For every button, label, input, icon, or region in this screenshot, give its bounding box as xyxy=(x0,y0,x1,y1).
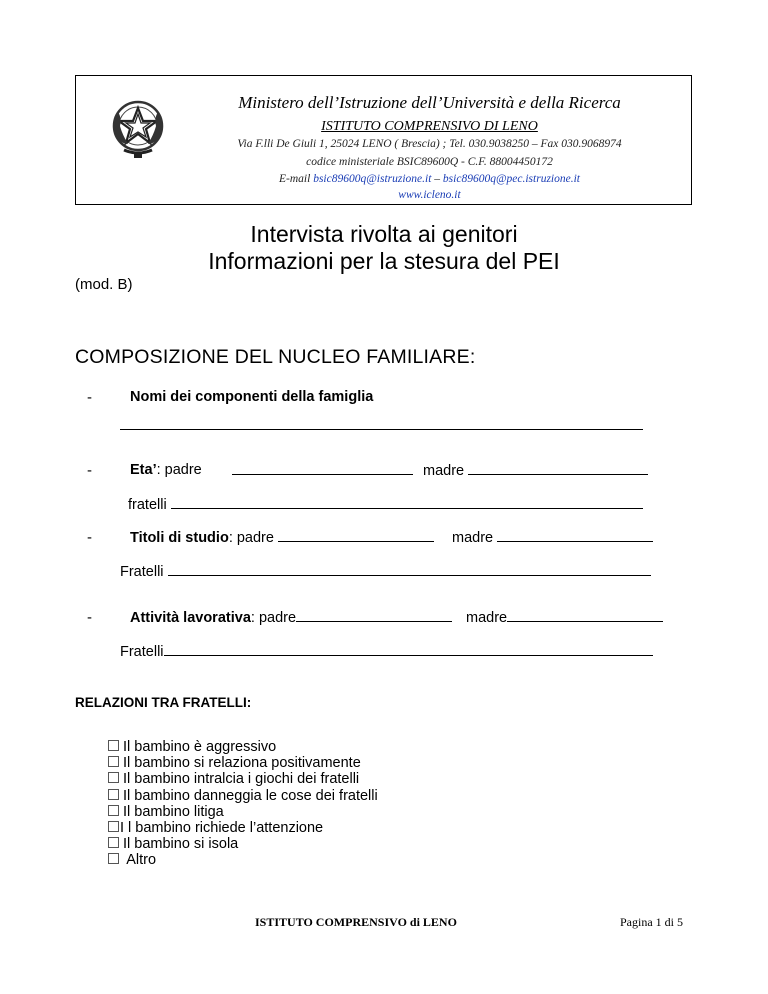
school-address: Via F.lli De Giuli 1, 25024 LENO ( Brescia) ; Tel. 030.9038250 – Fax 030.9068974 xyxy=(237,138,622,150)
bullet-dash: - xyxy=(87,609,92,626)
option-label: Il bambino si isola xyxy=(123,836,239,853)
option-label: Il bambino si relaziona positivamente xyxy=(123,755,361,772)
eta-madre-input-line[interactable] xyxy=(468,462,648,475)
titoli-padre-input-line[interactable] xyxy=(278,529,434,542)
nomi-row xyxy=(130,389,373,405)
list-item[interactable] xyxy=(108,739,378,755)
letterhead-box xyxy=(75,75,692,205)
nomi-field[interactable] xyxy=(120,417,643,434)
option-label: Il bambino è aggressivo xyxy=(123,739,277,755)
option-label: Altro xyxy=(123,852,157,869)
checkbox[interactable] xyxy=(108,837,119,848)
fratelli-label: Fratelli xyxy=(120,564,164,580)
eta-fratelli-row xyxy=(128,496,643,513)
email-label: E-mail xyxy=(279,173,314,185)
ministry-name: Ministero dell’Istruzione dell’Università e della Ricerca xyxy=(238,93,621,112)
attivita-fratelli-input-line[interactable] xyxy=(164,643,653,656)
attivita-madre-row xyxy=(466,609,663,626)
checkbox[interactable] xyxy=(108,772,119,783)
eta-padre-field[interactable] xyxy=(232,462,413,479)
checkbox[interactable] xyxy=(108,805,119,816)
madre-label: madre xyxy=(466,610,508,626)
checkbox[interactable] xyxy=(108,740,119,751)
italian-republic-emblem-icon xyxy=(108,94,168,162)
eta-label: Eta’ xyxy=(130,462,157,478)
bullet-dash: - xyxy=(87,462,92,479)
relations-title: RELAZIONI TRA FRATELLI: xyxy=(75,695,252,710)
eta-padre-input-line[interactable] xyxy=(232,462,413,475)
titoli-row xyxy=(130,529,434,546)
school-code: codice ministeriale BSIC89600Q - C.F. 88004450172 xyxy=(306,156,553,168)
school-email-line xyxy=(176,173,683,185)
bullet-dash: - xyxy=(87,529,92,546)
padre-label: : padre xyxy=(228,530,274,546)
footer-school-name: ISTITUTO COMPRENSIVO di LENO xyxy=(255,915,457,929)
fratelli-label: Fratelli xyxy=(120,644,164,660)
eta-row xyxy=(130,462,202,478)
eta-madre-row xyxy=(423,462,648,479)
madre-label: madre xyxy=(423,463,465,479)
eta-fratelli-input-line[interactable] xyxy=(171,496,643,509)
option-label: Il bambino danneggia le cose dei fratelli xyxy=(123,787,378,804)
titoli-fratelli-input-line[interactable] xyxy=(168,563,651,576)
nomi-input-line[interactable] xyxy=(120,417,643,430)
list-item[interactable] xyxy=(108,788,378,804)
checkbox[interactable] xyxy=(108,789,119,800)
option-label: I l bambino richiede l’attenzione xyxy=(120,820,324,837)
option-label: Il bambino litiga xyxy=(123,803,224,820)
section-title: COMPOSIZIONE DEL NUCLEO FAMILIARE: xyxy=(75,346,476,368)
email-link-1[interactable]: bsic89600q@istruzione.it xyxy=(313,173,432,185)
list-item[interactable] xyxy=(108,836,378,852)
padre-label: : padre xyxy=(156,462,202,478)
list-item[interactable] xyxy=(108,804,378,820)
attivita-fratelli-row xyxy=(120,643,653,660)
checkbox[interactable] xyxy=(108,853,119,864)
madre-label: madre xyxy=(452,530,494,546)
document-title-line1: Intervista rivolta ai genitori xyxy=(250,221,518,247)
relations-checklist xyxy=(108,739,378,869)
titoli-label: Titoli di studio xyxy=(130,530,229,546)
list-item[interactable] xyxy=(108,852,378,868)
titoli-madre-row xyxy=(452,529,653,546)
bullet-dash: - xyxy=(87,389,92,406)
email-separator: – xyxy=(431,173,443,185)
list-item[interactable] xyxy=(108,771,378,787)
page-number: Pagina 1 di 5 xyxy=(620,915,683,929)
attivita-madre-input-line[interactable] xyxy=(507,609,663,622)
padre-label: : padre xyxy=(250,610,297,626)
option-label: Il bambino intralcia i giochi dei fratelli xyxy=(123,771,360,788)
list-item[interactable] xyxy=(108,755,378,771)
email-link-2[interactable]: bsic89600q@pec.istruzione.it xyxy=(442,173,580,185)
checkbox[interactable] xyxy=(108,756,119,767)
school-name: ISTITUTO COMPRENSIVO DI LENO xyxy=(321,119,538,134)
list-item[interactable] xyxy=(108,820,378,836)
document-title-line2: Informazioni per la stesura del PEI xyxy=(208,248,560,274)
attivita-row xyxy=(130,609,452,626)
website-link[interactable]: www.icleno.it xyxy=(398,189,461,201)
titoli-madre-input-line[interactable] xyxy=(497,529,653,542)
fratelli-label: fratelli xyxy=(128,497,167,513)
titoli-fratelli-row xyxy=(120,563,651,580)
attivita-label: Attività lavorativa xyxy=(130,610,251,626)
module-label: (mod. B) xyxy=(75,276,133,293)
checkbox[interactable] xyxy=(108,821,119,832)
nomi-label: Nomi dei componenti della famiglia xyxy=(130,389,374,405)
attivita-padre-input-line[interactable] xyxy=(296,609,452,622)
